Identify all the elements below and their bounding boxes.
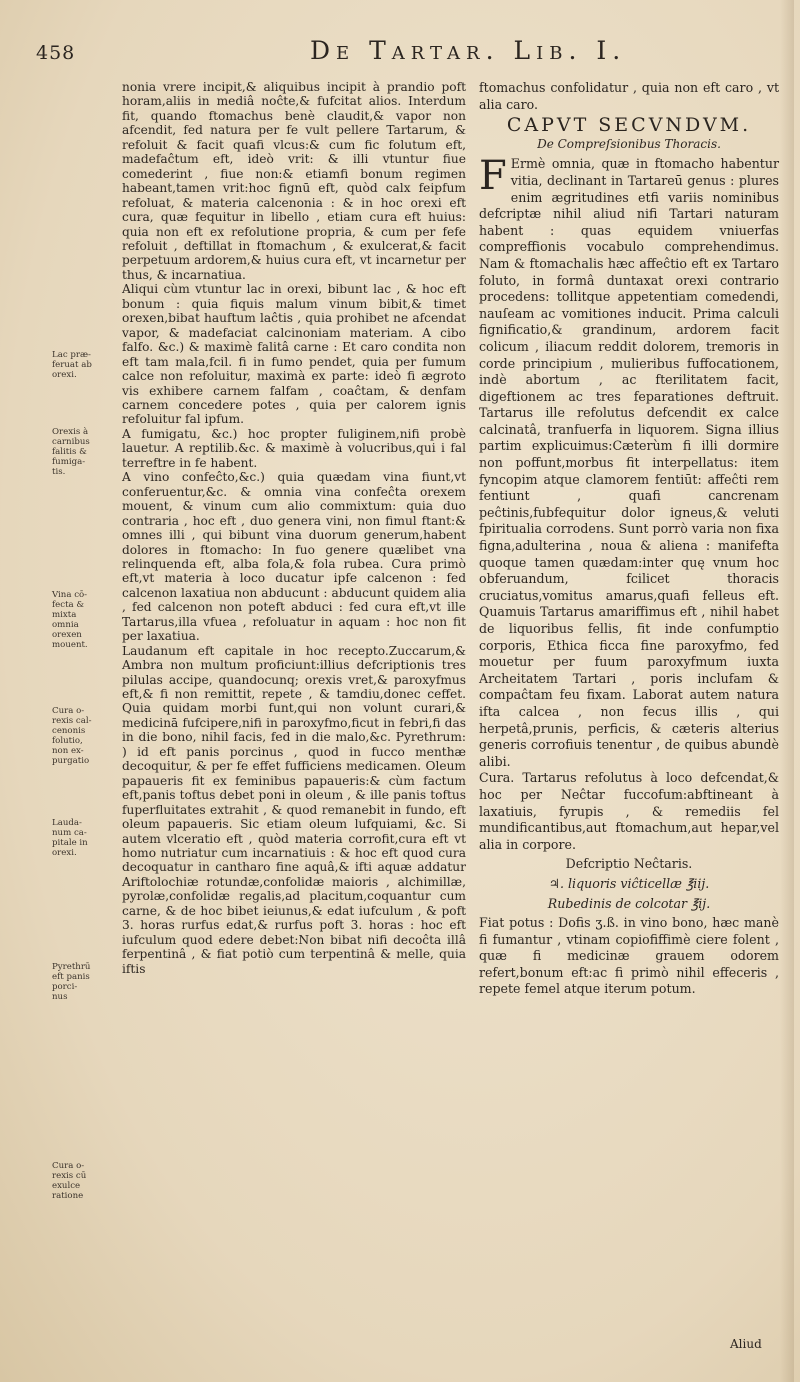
catchword: Aliud xyxy=(730,1337,762,1351)
right-paragraph-1 xyxy=(479,153,779,770)
right-paragraph-3: Fiat potus : Dofis ʒ.ß. in vino bono, hæc manè fi fumantur , vtinam copiofiffimè ciere folent , quæ fi medicinæ grauem odorem refert,bonum eft:ac fi primò nihil effeceris , repete femel atque iterum potum. xyxy=(479,915,779,997)
page-fold-shadow xyxy=(780,0,794,1382)
recipe-line: Rubedinis de colcotar ℥ij. xyxy=(547,895,711,911)
chapter-subtitle: De Compreſsionibus Thoracis. xyxy=(537,136,721,151)
recipe-title: Defcriptio Neĉtaris. xyxy=(565,856,693,872)
page-number: 458 xyxy=(36,42,76,64)
margin-note: Lac præ- feruat ab orexi. xyxy=(52,350,92,380)
margin-note: Lauda- num ca- pitale in orexi. xyxy=(52,818,88,858)
margin-note: Orexis à carnibus falitis & fumiga- tis. xyxy=(52,427,90,477)
chapter-title: CAPVT SECVNDVM. xyxy=(506,114,752,137)
right-column xyxy=(479,80,779,998)
left-paragraph: Aliqui cùm vtuntur lac in orexi, bibunt lac , & hoc eft bonum : quia fiquis malum vinum bibit,& timet orexen,bibat hauftum laĉtis , quia prohibet ne afcendat vapor, & madefaciat calcinoniam materiam. A cibo falfo. &c.) & maximè falitâ carne : Et caro condita non eft tam mala,fcil. fi in fumo pendet, quia per fumum calce non refoluitur, maximà ex parte: ideò fi ægroto vis exhibere carnem falfam , coaĉtam, & denfam carnem concedere potes , quia per calorem ignis refoluitur fal ipfum. xyxy=(122,282,466,427)
left-column xyxy=(122,80,466,976)
margin-note: Cura o- rexis cal- cenonis folutio, non ex- purgatio xyxy=(52,706,92,766)
margin-note: Cura o- rexis cū exulce ratione xyxy=(52,1161,87,1201)
margin-note: Vina cō- fecta & mixta omnia orexen mouent. xyxy=(52,590,88,650)
running-title: De Tartar. Lib. I. xyxy=(310,36,627,65)
margin-note: Pyrethrū eft panis porci- nus xyxy=(52,962,91,1002)
left-paragraph: A fumigatu, &c.) hoc propter fuliginem,nifi probè lauetur. A reptilib.&c. & maximè à volucribus,qui i fal terreftre in fe habent. xyxy=(122,426,466,470)
recipe-line: ♃. liquoris viĉticellæ ℥iij. xyxy=(548,875,710,891)
left-paragraph: A vino confeĉto,&c.) quia quædam vina fiunt,vt conferuentur,&c. & omnia vina confeĉta orexem mouent, & vinum cum alio commixtum: quia duo contraria , hoc eft , duo genera vini, non fimul ftant:& omnes illi , qui bibunt vina duorum generum,habent dolores in ftomacho: In fuo genere quælibet vna relinquenda eft, alba fola,& fola rubea. Cura primò eft,vt materia à loco ducatur ipfe calcenon : fed calcenon laxatiua non abducunt : abducunt quidem alia , fed calcenon non poteft abduci : fed cura eft,vt ille Tartarus,illa vfuea , refoluatur in aquam : hoc non fit per laxatiua. xyxy=(122,470,466,644)
paragraph-text: Ermè omnia, quæ in ftomacho habentur vitia, declinant in Tartareū genus : plures enim ægritudines etfi variis nominibus defcriptæ nihil aliud nifi Tartari naturam habent : quas equidem vniuerfas compreffionis vocabulo comprehendimus. Nam & ftomachalis hæc affeĉtio eft ex Tartaro foluto, in formâ duntaxat orexi contrario procedens: tollitque appetentiam comedendi, nauſeam ac vomitiones inducit. Prima calculi fignificatio,& grandinum, ardorem facit colicum , iliacum reddit dolorem, tremoris in corde principium , mulieribus fuffocationem, indè abortum , ac fterilitatem facit, digeftionem ac tres feparationes deftruit. Tartarus ille refolutus defcendit ex calce calcinatâ, tranfuerfa in liquorem. Signa illius partim explicuimus:Cæterùm fi illi dormire non poffunt,morbus fit interpellatus: item fyncopim atque clamorem fentiūt: affeĉti rem fentiunt , quafi cancrenam peĉtinis,fubfequitur dolor igneus,& veluti fpiritualia corrodens. Sunt porrò varia non fixa figna,adulterina , noua & aliena : manifefta quoque tamen quædam:inter quę vnum hoc obferuandum, fcilicet thoracis cruciatus,vomitus amarus,quafi felleus eft. Quamuis Tartarus amariffimus eft , nihil habet de liquoribus fellis, fit inde confumptio corporis, Ethica ficca fine paroxyfmo, fed mouetur per fuum paroxyfmum iuxta Archeitatem Tartari , poris inclufam & compaĉtam feu fixam. Laborat autem natura ifta calcea , non fecus illis , qui herpetâ,prunis, perficis, & cæteris alterius generis corrofiuis tenentur , de quibus abundè alibi. xyxy=(479,156,779,769)
drop-cap: F xyxy=(479,153,507,200)
left-paragraph: nonia vrere incipit,& aliquibus incipit à prandio poft horam,aliis in mediâ noĉte,& fufcitat alios. Interdum fit, quando ftomachus benè claudit,& vapor non afcendit, fed natura per fe vult pellere Tartarum, & refoluit & facit quafi vlcus:& cum fic folutum eft, madefaĉtum eft, ideò vrit: & illi vtuntur fiue comederint , fiue non:& etiamfi bonum regimen habeant,tamen vrit:hoc fignū eft, quòd calx feipfum refoluat, & materia calcenonia : & in hoc orexi eft cura, quæ fequitur in libello , etiam cura eft huius: quia non eft ex refolutione propria, & cum per fefe refoluit , deftillat in ftomachum , & exulcerat,& facit perpetuum ardorem,& huius cura eft, vt incarnetur per thus, & incarnatiua. xyxy=(122,80,466,282)
left-paragraph: Laudanum eft capitale in hoc recepto.Zuccarum,& Ambra non multum proficiunt:illius defcriptionis tres pilulas accipe, quandocunq; orexis vret,& paroxyfmus eft,& fi non remittit, repete , & tamdiu,donec ceffet. Quia quidam morbi funt,qui non volunt curari,& medicinā fufcipere,nifi in paroxyfmo,ficut in febri,fi das in die bono, nihil facis, fed in die malo,&c. Pyrethrum: ) id eft panis porcinus , quod in fucco menthæ decoquitur, & per fe effet fufficiens medicamen. Oleum papaueris fit ex feminibus papaueris:& cùm factum eft,panis toftus debet poni in oleum , & ille panis toftus fuperfluitates extrahit , & quod remanebit in fundo, eft oleum papaueris. Sic etiam oleum lufquiami, &c. Si autem vlceratio eft , quòd materia corrofit,cura eft vt homo nutriatur cum incarnatiuis : & hoc eft quod cura decoquatur in cantharo fine aquâ,& ifti aquæ addatur Ariftolochiæ rotundæ,confolidæ maioris , alchimillæ, pyrolæ,confolidæ regalis,ad placitum,coquantur cum carne, & de hoc bibet ieiunus,& edat iufculum , & poft 3. horas rurfus edat,& rurfus poft 3. horas : hoc eft iufculum quod edere debet:Non bibat nifi decoĉta illâ ferpentinâ , & fiat potiò cum terpentinâ & melle, quia iftis xyxy=(122,643,466,976)
right-paragraph-2: Cura. Tartarus refolutus à loco defcendat,& hoc per Neĉtar fuccofum:abftineant à laxatiuis, fyrupis , & remediis fel mundificantibus,aut ftomachum,aut hepar,vel alia in corpore. xyxy=(479,770,779,852)
right-intro: ftomachus confolidatur , quia non eft caro , vt alia caro. xyxy=(479,80,779,112)
